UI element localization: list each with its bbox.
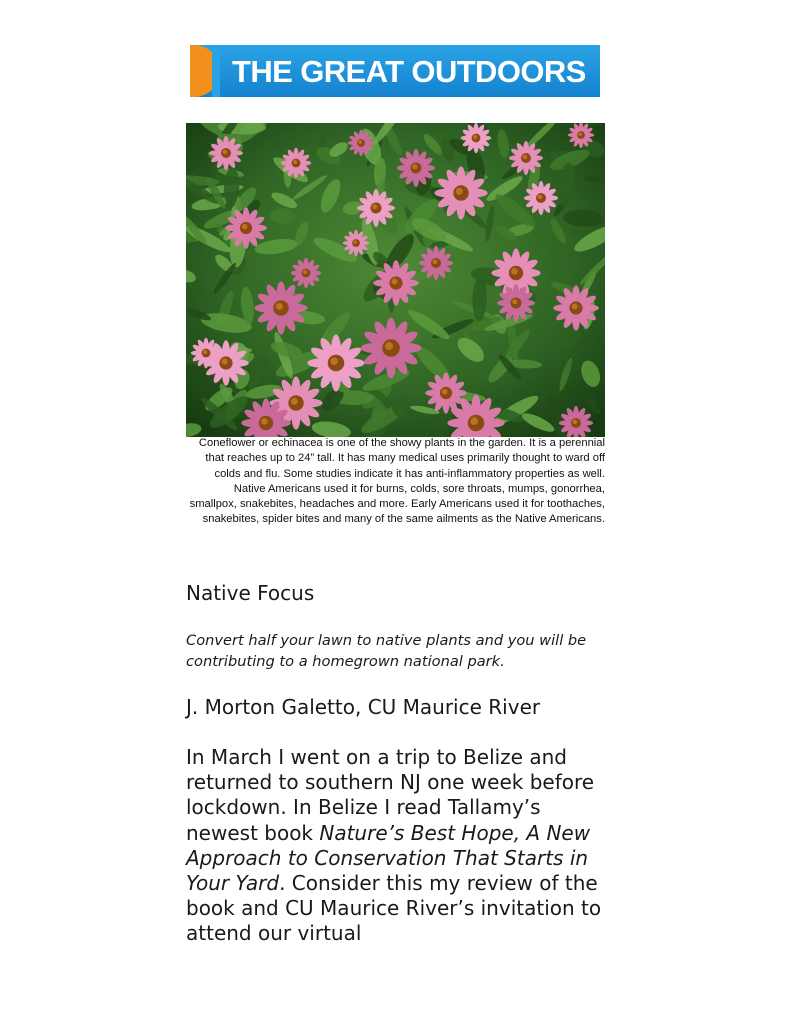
masthead-title: THE GREAT OUTDOORS [232,54,586,89]
coneflower-photo [186,123,605,437]
photo-caption: Coneflower or echinacea is one of the showy plants in the garden. It is a perennial that reaches up to 24” tall. It has many medical uses primarily thought to ward off colds and flu. Some studies indicate it has anti-inflammatory properties as well. Native Americans used it for burns, colds, sore throats, mumps, gonorrhea, smallpox, snakebites, headaches and more. Early Americans used it for toothaches, snakebites, spider bites and many of the same ailments as the Native Americans. [189,437,605,526]
article-byline: J. Morton Galetto, CU Maurice River [186,695,541,719]
body-text-part1: In March I went on a trip to Belize and returned to southern NJ one week before lockdown. In Belize I read Tallamy’s newest book [186,745,595,845]
article-body [186,745,606,947]
body-text-part2: . Consider this my review of the book and CU Maurice River’s invitation to attend our virtual [186,871,602,946]
section-title: Native Focus [186,581,315,605]
article-subtitle: Convert half your lawn to native plants and you will be contributing to a homegrown national park. [186,632,587,670]
book-title: Nature’s Best Hope, A New Approach to Conservation That Starts in Your Yard [186,820,591,896]
leaf-shape [270,208,294,223]
sun-logo-icon [190,45,220,97]
masthead-banner [190,45,600,97]
